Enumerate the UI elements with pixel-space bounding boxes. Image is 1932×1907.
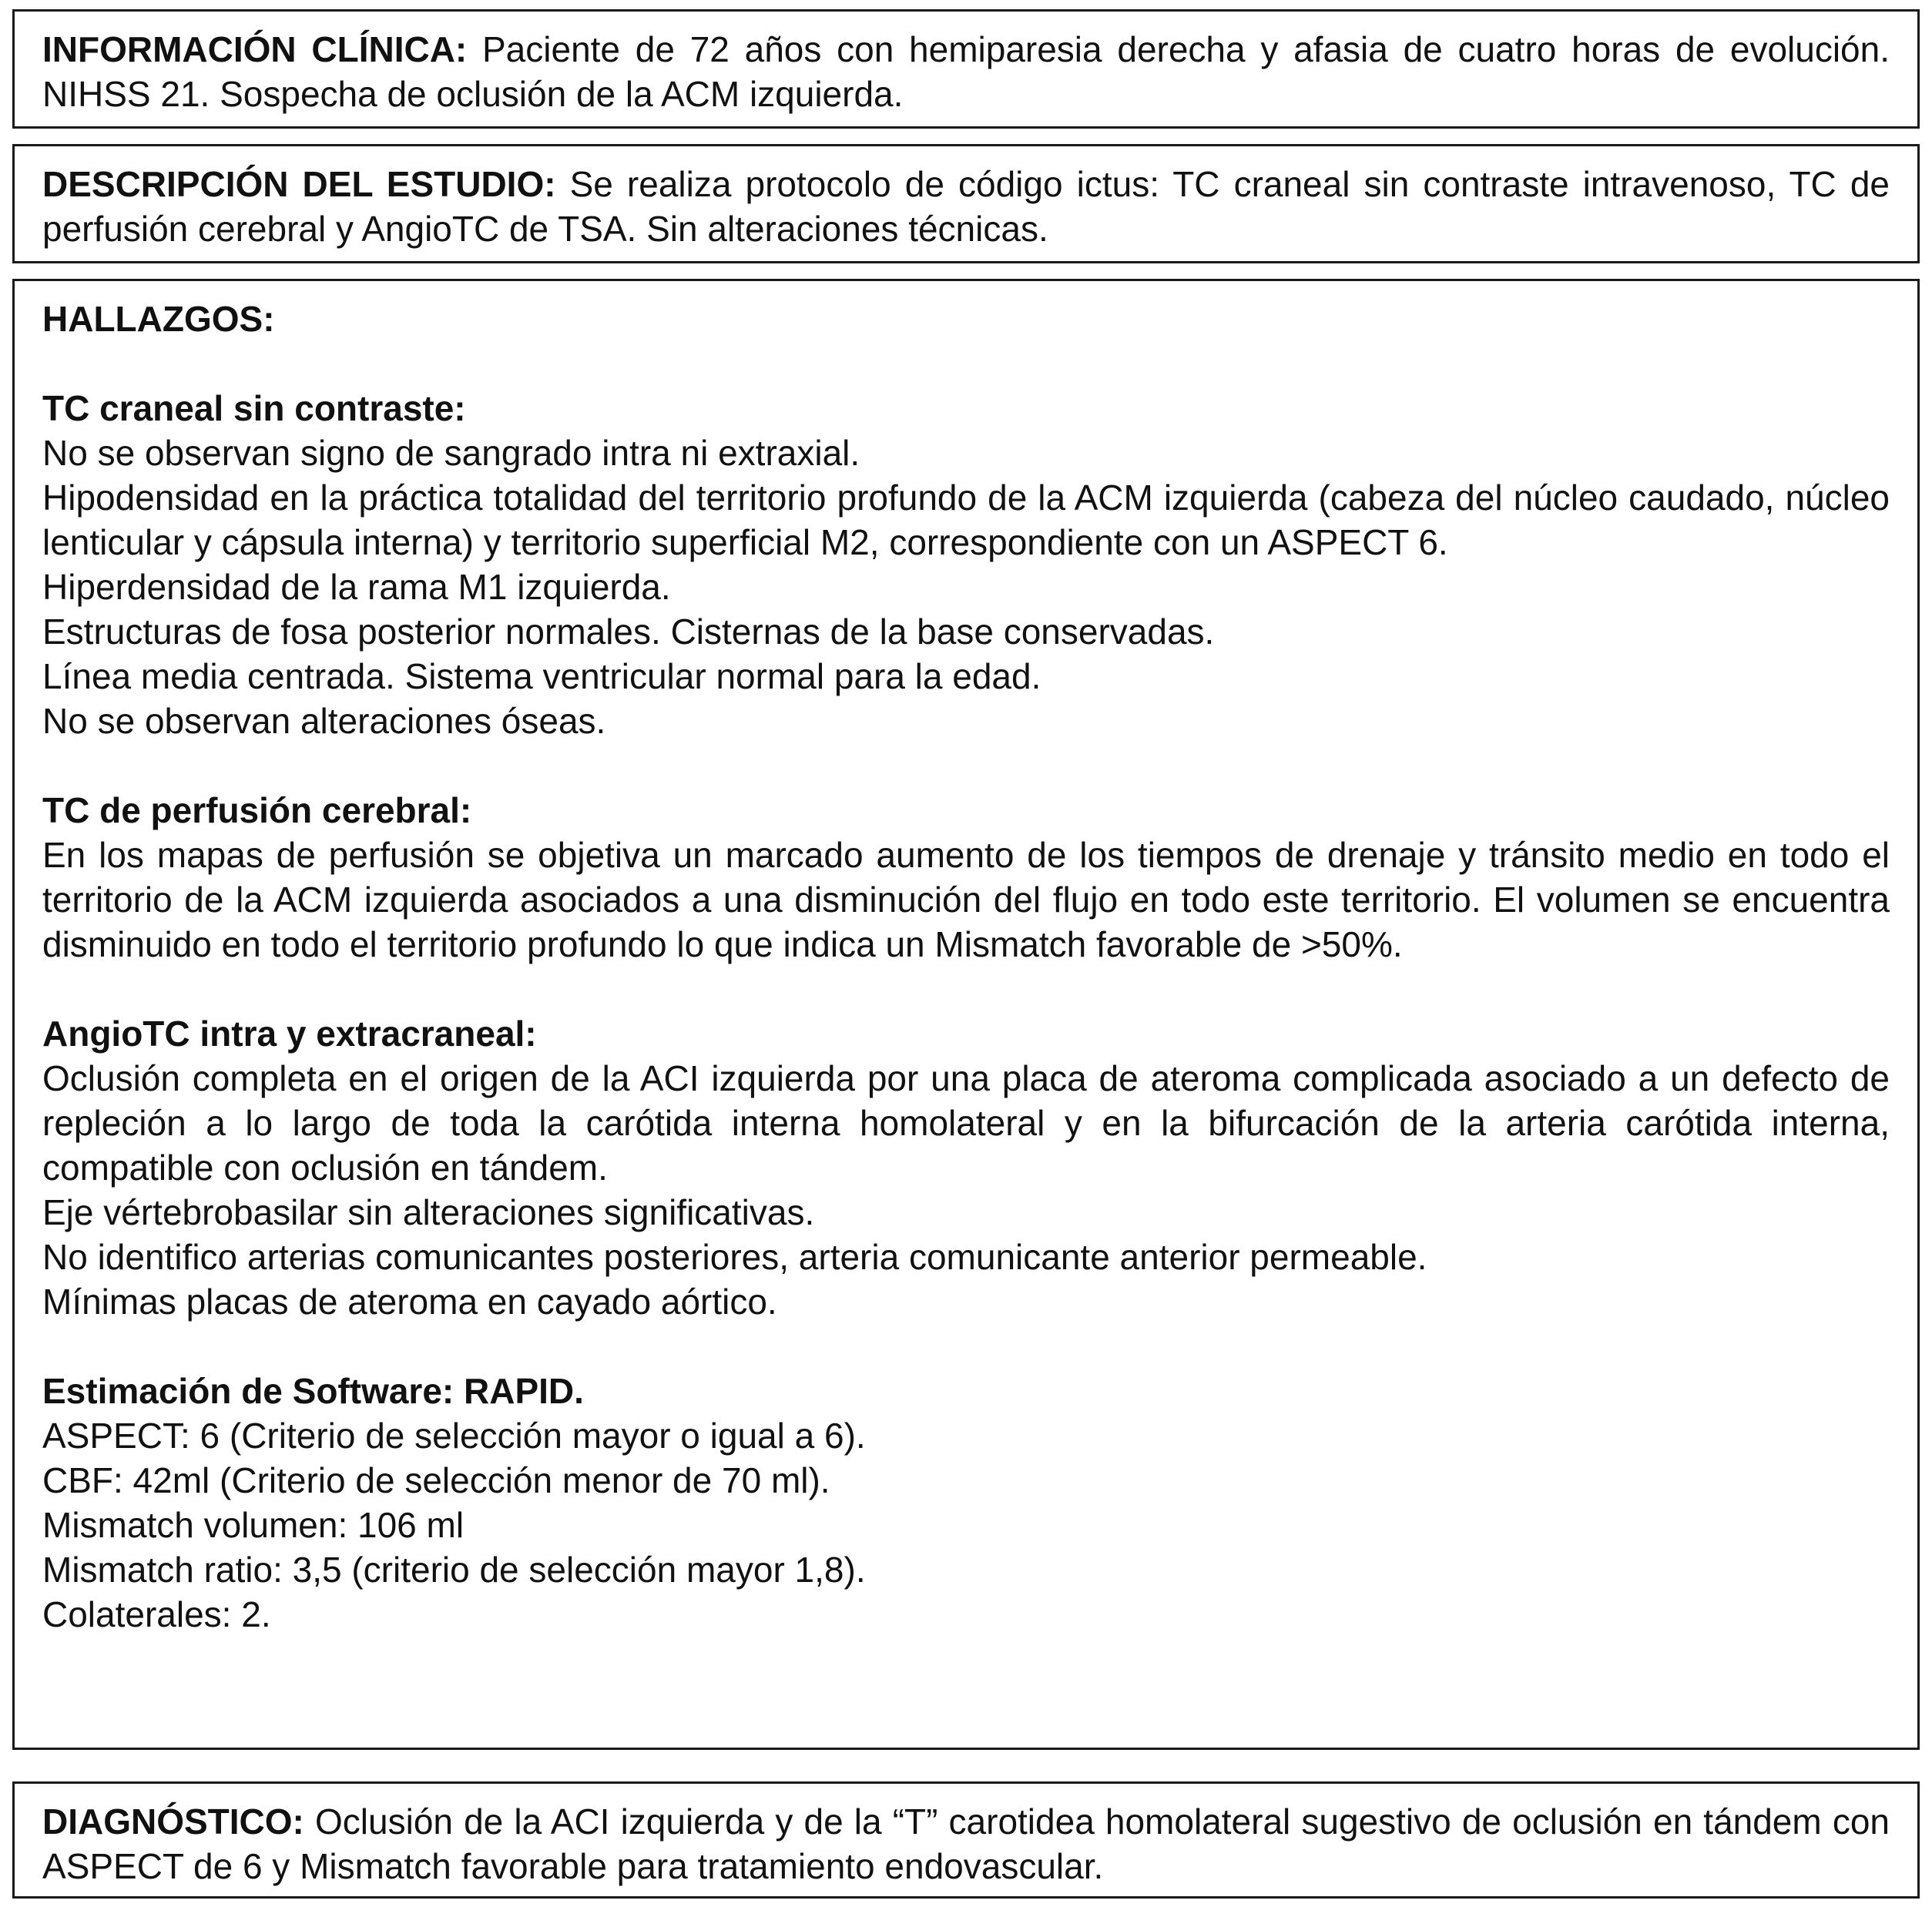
angio-ct-line: Eje vértebrobasilar sin alteraciones significativas. [42, 1192, 815, 1232]
ct-noncontrast-line: Hiperdensidad de la rama M1 izquierda. [42, 567, 671, 607]
clinical-info-box [12, 9, 1920, 129]
ct-noncontrast-title: TC craneal sin contraste: [42, 388, 466, 428]
study-description-paragraph [42, 162, 1890, 251]
study-description-text: Se realiza protocolo de código ictus: TC craneal sin contraste intravenoso, TC de perfusión cerebral y AngioTC de TSA. Sin alteraciones técnicas. [42, 164, 1890, 249]
clinical-info-label: INFORMACIÓN CLÍNICA: [42, 29, 468, 69]
angio-ct-line: Mínimas placas de ateroma en cayado aórtico. [42, 1282, 777, 1322]
ct-noncontrast-line: Hipodensidad en la práctica totalidad del territorio profundo de la ACM izquierda (cabeza del núcleo caudado, núcleo lenticular y cápsula interna) y territorio superficial M2, correspondiente con un ASPECT 6. [42, 478, 1890, 562]
ct-perfusion-line: En los mapas de perfusión se objetiva un marcado aumento de los tiempos de drenaje y tránsito medio en todo el territorio de la ACM izquierda asociados a una disminución del flujo en todo este territorio. El volumen se encuentra disminuido en todo el territorio profundo lo que indica un Mismatch favorable de >50%. [42, 835, 1890, 964]
diagnosis-label: DIAGNÓSTICO: [42, 1801, 304, 1842]
clinical-info-text: Paciente de 72 años con hemiparesia derecha y afasia de cuatro horas de evolución. NIHSS 21. Sospecha de oclusión de la ACM izquierda. [42, 29, 1890, 114]
clinical-info-paragraph [42, 27, 1890, 116]
ct-perfusion-title: TC de perfusión cerebral: [42, 790, 472, 830]
study-description-box [12, 144, 1920, 263]
angio-ct-line: Oclusión completa en el origen de la ACI izquierda por una placa de ateroma complicada asociado a un defecto de repleción a lo largo de toda la carótida interna homolateral y en la bifurcación de la arteria carótida interna, compatible con oclusión en tándem. [42, 1058, 1890, 1188]
angio-ct-line: No identifico arterias comunicantes posteriores, arteria comunicante anterior permeable. [42, 1237, 1427, 1277]
findings-box [12, 279, 1920, 1750]
ct-noncontrast-line: No se observan signo de sangrado intra ni extraxial. [42, 433, 860, 473]
software-estimation-line: Mismatch ratio: 3,5 (criterio de selección mayor 1,8). [42, 1550, 866, 1590]
findings-label: HALLAZGOS: [42, 299, 275, 339]
ct-noncontrast-line: Línea media centrada. Sistema ventricular normal para la edad. [42, 656, 1041, 696]
software-estimation-line: ASPECT: 6 (Criterio de selección mayor o igual a 6). [42, 1416, 866, 1456]
software-estimation-line: Colaterales: 2. [42, 1594, 271, 1634]
diagnosis-box [12, 1781, 1920, 1899]
software-estimation-line: Mismatch volumen: 106 ml [42, 1505, 465, 1545]
diagnosis-text: Oclusión de la ACI izquierda y de la “T” carotidea homolateral sugestivo de oclusión en tándem con ASPECT de 6 y Mismatch favorable para tratamiento endovascular. [42, 1801, 1890, 1886]
diagnosis-paragraph [42, 1799, 1890, 1889]
angio-ct-title: AngioTC intra y extracraneal: [42, 1014, 537, 1054]
software-estimation-title: Estimación de Software: RAPID. [42, 1371, 584, 1411]
software-estimation-line: CBF: 42ml (Criterio de selección menor de 70 ml). [42, 1460, 830, 1500]
ct-noncontrast-line: No se observan alteraciones óseas. [42, 701, 606, 741]
study-description-label: DESCRIPCIÓN DEL ESTUDIO: [42, 164, 556, 204]
ct-noncontrast-line: Estructuras de fosa posterior normales. Cisternas de la base conservadas. [42, 612, 1215, 652]
